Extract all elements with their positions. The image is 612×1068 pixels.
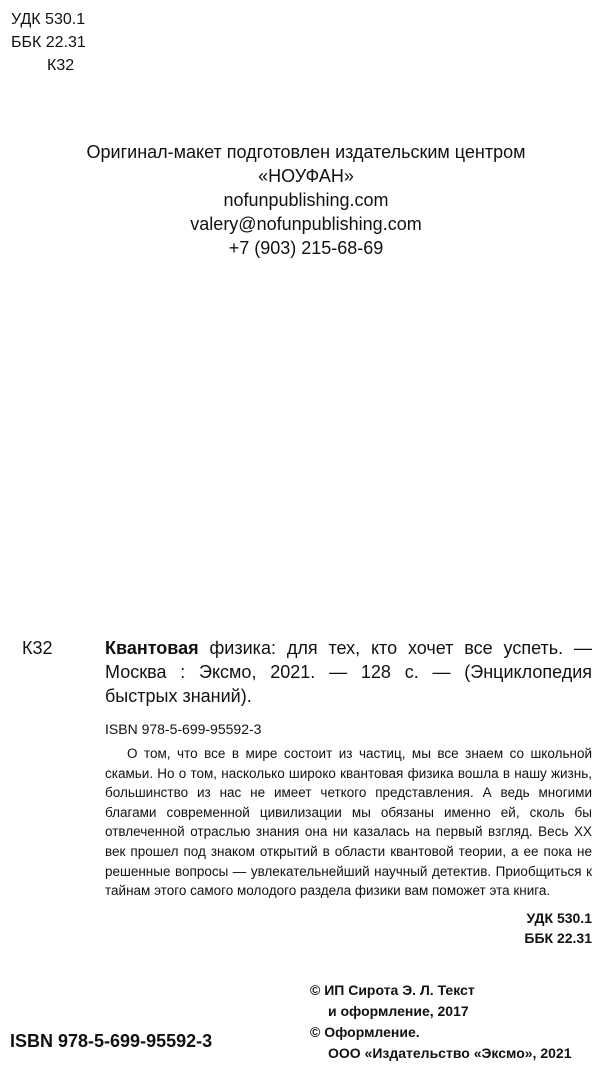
publisher-name: «НОУФАН» [258,166,354,186]
annotation-text: О том, что все в мире состоит из частиц, мы все знаем со школьной скамьи. Но о том, насколько широко квантовая физика вошла в нашу жизнь, большинство из нас не имеет четкого представления. А ведь многими благами современной цивилизации мы обязаны именно ей, сколь бы отвлеченной отраслью знания она ни казалась на первый взгляд. Весь XX век прошел под знаком открытий в области квантовой теории, а ее пока не решенные вопросы — увлекательнейший научный детектив. Приобщиться к тайнам этого самого молодого раздела физики вам поможет эта книга. [105,746,592,899]
right-bbk-code: ББК 22.31 [524,930,592,946]
isbn-bottom: ISBN 978-5-699-95592-3 [10,1031,213,1051]
publisher-website: nofunpublishing.com [223,190,389,210]
author-mark: К32 [47,57,75,74]
copyright-line-3: © Оформление. [310,1024,420,1040]
bbk-code: ББК 22.31 [11,34,86,51]
publisher-line: Оригинал-макет подготовлен издательским центром [86,142,526,162]
right-udk-code: УДК 530.1 [526,910,592,926]
publisher-phone: +7 (903) 215-68-69 [228,238,384,258]
catalog-entry [105,636,592,708]
copyright-line-4: ООО «Издательство «Эксмо», 2021 [328,1045,572,1061]
copyright-block [310,980,600,1064]
entry-description: физика: для тех, кто хочет все успеть. — Москва : Эксмо, 2021. — 128 с. — (Энциклопедия быстрых знаний). [105,638,592,706]
copyright-line-2: и оформление, 2017 [328,1003,469,1019]
entry-author-mark: К32 [22,638,53,658]
entry-title-bold: Квантовая [105,638,199,658]
copyright-line-1: © ИП Сирота Э. Л. Текст [310,982,475,998]
publisher-info [0,140,612,260]
classification-block [11,8,86,77]
publisher-email: valery@nofunpublishing.com [190,214,422,234]
entry-isbn: ISBN 978-5-699-95592-3 [105,721,262,737]
udk-code: УДК 530.1 [11,11,86,28]
